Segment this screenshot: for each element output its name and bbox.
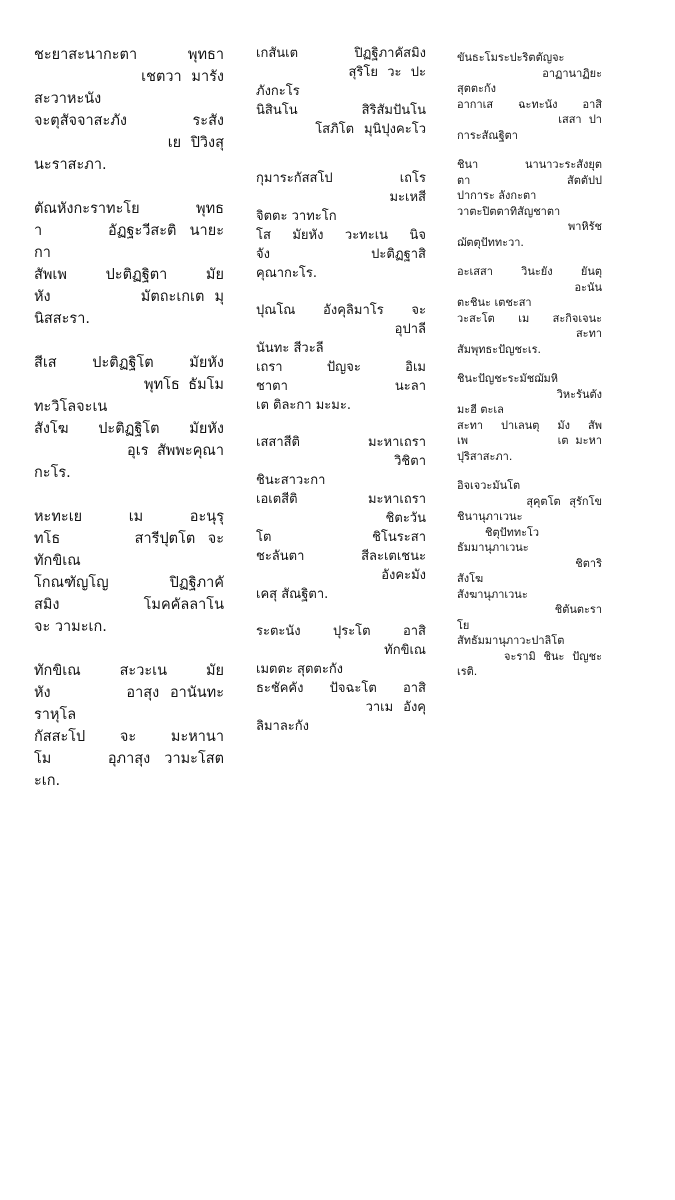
verse-line: เต ติละกา มะมะ. xyxy=(256,398,351,413)
stanza xyxy=(457,50,602,143)
verse-line: ชิตันตะรา xyxy=(457,603,602,616)
verse-line: จัง ปะติฏฐาสิ xyxy=(256,247,426,262)
verse-line: สะทา ปาเลนตุ มัง สัพ xyxy=(457,418,602,432)
verse-line: วะสะโต เม สะกิจเจนะ xyxy=(457,311,602,325)
verse-line: ฌัตตุปัททะวา. xyxy=(457,235,524,249)
verse-line: จะตุสัจจาสะภัง ระสัง xyxy=(34,113,224,129)
verse-line: เกสันเต ปิฏฐิภาคัสมิง xyxy=(256,46,426,61)
verse-line: ชิตาริ xyxy=(457,556,602,570)
verse-line: วิชิตา xyxy=(256,454,426,469)
verse-line: อะนัน xyxy=(457,280,602,294)
verse-line: อากาเส ฉะทะนัง อาสิ xyxy=(457,97,602,111)
verse-line: กุมาระกัสสโป เถโร xyxy=(256,171,426,186)
verse-line: จะ วามะเก. xyxy=(34,619,107,635)
verse-line: เมตตะ สุตตะกัง xyxy=(256,662,344,677)
verse-line: ธะชัคคัง ปัจฉะโต อาสิ xyxy=(256,681,426,696)
verse-line: มะฮี ตะเล xyxy=(457,403,504,416)
verse-line: นิสินโน สิริสัมปันโน xyxy=(256,103,426,118)
stanza xyxy=(34,198,224,330)
verse-line: ตะชินะ เตชะสา xyxy=(457,296,532,309)
verse-line: โสภิโต มุนิปุงคะโว xyxy=(256,122,426,137)
verse-line: เรติ. xyxy=(457,665,478,678)
verse-line: ปาการะ ลังกะตา xyxy=(457,189,537,202)
verse-line: ปุริสาสะภา. xyxy=(457,449,513,463)
verse-line: วาตะปิตตาทิสัญชาตา xyxy=(457,204,561,218)
verse-line: ราหุโล xyxy=(34,707,77,723)
verse-line: นะราสะภา. xyxy=(34,157,107,173)
verse-line: โย xyxy=(457,618,470,632)
verse-line: เอเตสีติ มะหาเถรา xyxy=(256,492,426,507)
verse-line: ชาตา นะลา xyxy=(256,379,426,394)
verse-line: เพ เต มะหา xyxy=(457,434,602,447)
verse-line: สุตตะกัง xyxy=(457,82,496,95)
verse-line: พุทโธ ธัมโม xyxy=(34,377,224,393)
verse-line: ชินะปัญชะระมัชฌัมหิ xyxy=(457,372,559,385)
verse-line: อาฏานาฏิยะ xyxy=(457,66,602,80)
verse-line: สังโฆ xyxy=(457,572,484,585)
verse-line: อิจเจวะมันโต xyxy=(457,479,521,492)
verse-line: ระตะนัง ปุระโต อาสิ xyxy=(256,624,426,639)
verse-line: มะเหสี xyxy=(256,190,426,205)
verse-line: กัสสะโป จะ มะหานา xyxy=(34,729,224,745)
verse-line: เย ปิวิงสุ xyxy=(34,135,224,151)
verse-line: อังคะมัง xyxy=(256,568,426,583)
verse-line: กะโร. xyxy=(34,465,71,481)
verse-line: เสสาสีติ มะหาเถรา xyxy=(256,435,426,450)
verse-line: า อัฏฐะวีสะติ นายะ xyxy=(34,223,224,239)
stanza xyxy=(34,352,224,484)
verse-line: ชิตุปัททะโว xyxy=(457,525,540,539)
verse-line: สังโฆ ปะติฏฐิโต มัยหัง xyxy=(34,421,224,437)
stanza xyxy=(457,264,602,357)
stanza xyxy=(457,371,602,464)
verse-line: สัมพุทธะปัญชะเร. xyxy=(457,342,541,356)
verse-line: หัง อาสุง อานันทะ xyxy=(34,685,224,701)
stanza xyxy=(457,157,602,250)
verse-line: กา xyxy=(34,245,51,261)
column-2 xyxy=(256,44,426,754)
stanza xyxy=(256,169,426,283)
verse-line: สัพเพ ปะติฏฐิตา มัย xyxy=(34,267,224,283)
stanza xyxy=(256,622,426,736)
verse-line: วิหะรันตัง xyxy=(457,387,602,401)
stanza xyxy=(457,478,602,680)
verse-line: หัง มัตถะเกเต มุ xyxy=(34,289,224,305)
verse-line: สะวาหะนัง xyxy=(34,91,102,107)
verse-line: โม อุภาสุง วามะโสต xyxy=(34,751,224,767)
verse-line: ตัณหังกะราทะโย พุทธ xyxy=(34,201,224,217)
verse-line: ทะวิโลจะเน xyxy=(34,399,108,415)
verse-line: นันทะ สีวะลี xyxy=(256,341,324,356)
verse-line: ชินานุภาเวนะ xyxy=(457,510,523,523)
stanza xyxy=(34,506,224,638)
verse-line: โต ชิโนระสา xyxy=(256,530,426,545)
verse-line: เถรา ปัญจะ อิเม xyxy=(256,360,426,375)
verse-line: ชะยาสะนากะตา พุทธา xyxy=(34,47,224,63)
verse-line: ปุณโณ อังคุลิมาโร จะ xyxy=(256,303,426,318)
verse-line: ชินะสาวะกา xyxy=(256,473,326,488)
verse-line: สะทา xyxy=(457,327,602,340)
verse-line: สีเส ปะติฏฐิโต มัยหัง xyxy=(34,355,224,371)
verse-line: จิตตะ วาทะโก xyxy=(256,209,337,224)
verse-line: โส มัยหัง วะทะเน นิจ xyxy=(256,228,426,243)
verse-line: ชินา นานาวะระสังยุต xyxy=(457,158,602,171)
stanza xyxy=(256,44,426,139)
verse-line: ชิตะวัน xyxy=(256,511,426,526)
verse-line: ธัมมานุภาเวนะ xyxy=(457,541,529,554)
verse-line: วาเม อังคุ xyxy=(256,700,426,715)
verse-line: สุริโย วะ ปะ xyxy=(256,65,426,80)
verse-line: เชตวา มารัง xyxy=(34,69,224,85)
verse-line: เคสุ สัณฐิตา. xyxy=(256,587,329,602)
verse-line: อะเสสา วินะยัง ยันตุ xyxy=(457,265,602,278)
verse-line: อุปาลี xyxy=(256,322,426,337)
verse-line: ทักขิเณ สะวะเน มัย xyxy=(34,663,224,679)
verse-line: ทักขิเณ xyxy=(34,553,81,569)
verse-line: เสสา ปา xyxy=(457,113,602,126)
column-3 xyxy=(457,50,602,694)
verse-line: ะเก. xyxy=(34,773,61,789)
verse-line: นิสสะรา. xyxy=(34,311,90,327)
stanza xyxy=(256,433,426,604)
verse-line: ขันธะโมระปะริตตัญจะ xyxy=(457,51,565,64)
verse-line: ชะลันตา สีละเตเชนะ xyxy=(256,549,426,564)
verse-line: ภังกะโร xyxy=(256,84,300,99)
stanza xyxy=(34,44,224,176)
verse-line: คุณากะโร. xyxy=(256,266,318,281)
verse-line: พาหิรัช xyxy=(457,220,602,233)
verse-line: อุเร สัพพะคุณา xyxy=(34,443,224,459)
column-1 xyxy=(34,44,224,814)
verse-line: หะทะเย เม อะนุรุ xyxy=(34,509,224,525)
verse-line: ทโธ สารีปุตโต จะ xyxy=(34,531,224,547)
verse-line: สุคุตโต สุรักโข xyxy=(457,494,602,508)
verse-line: ลิมาละกัง xyxy=(256,719,310,734)
verse-line: จะรามิ ชินะ ปัญชะ xyxy=(457,649,602,663)
stanza xyxy=(256,301,426,415)
verse-line: ทักขิเณ xyxy=(256,643,426,658)
verse-line: สมิง โมคคัลลาโน xyxy=(34,597,224,613)
stanza xyxy=(34,660,224,792)
verse-line: โกณฑัญโญ ปิฏฐิภาคั xyxy=(34,575,224,591)
verse-line: ตา สัตตัปป xyxy=(457,173,602,187)
verse-line: การะสัณฐิตา xyxy=(457,128,518,142)
verse-line: สัทธัมมานุภาวะปาลิโต xyxy=(457,634,565,647)
verse-line: สังฆานุภาเวนะ xyxy=(457,587,528,601)
